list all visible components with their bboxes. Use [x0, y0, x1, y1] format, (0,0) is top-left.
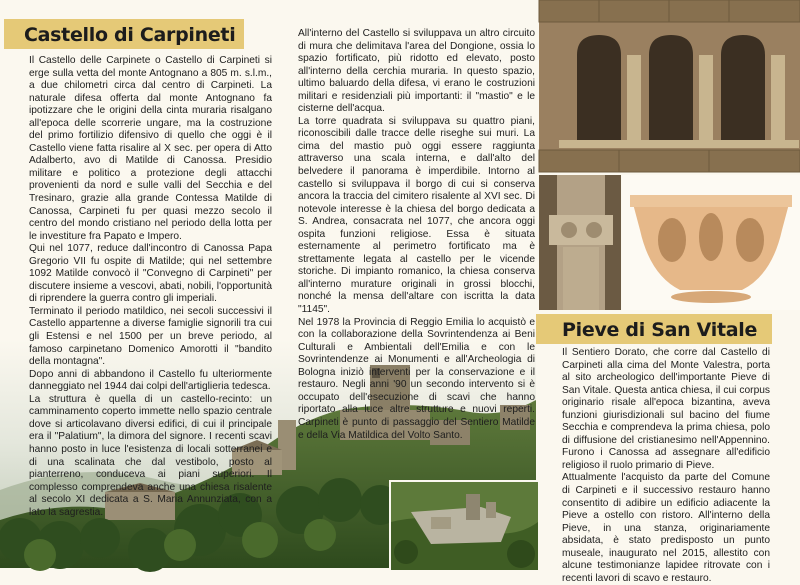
mullioned-windows-photo	[539, 0, 800, 172]
castello-paragraph: Qui nel 1077, reduce dall'incontro di Canossa Papa Gregorio VII fu ospite di Matilde; qui nel settembre 1092 Matilde convocò il "Convegno di Carpineti" per discutere insieme a vescovi, abati, nobili, l'opportunità di riprendere la guerra contro gli imperiali.	[29, 243, 272, 305]
castello-paragraph: La struttura è quella di un castello-recinto: un camminamento coperto immette nello spazio centrale dove si articolavano diversi edifici, di cui il principale era il "Palatium", la dimora del signore. I recenti scavi hanno posto in luce l'esistenza di locali sotterranei e di una scalinata che dal vestibolo, posto al pianterreno, conduceva ai piani superiori. Il complesso comprendeva anche una chiesa risalente al secolo XI dedicata a S. Maria Annunziata, con a lato la sagrestia.	[29, 393, 272, 518]
carved-column-photo	[539, 175, 621, 310]
castello-text-top	[29, 55, 272, 519]
title-castello: Castello di Carpineti	[24, 24, 236, 46]
middle-paragraph: La torre quadrata si sviluppava su quattro piani, riconoscibili dalle tracce delle riseghe sui muri. La cima del mastio può oggi essere raggiunta attraverso una scala interna, e dall'alto del belvedere il panorama è imperdibile. Intorno al castello si sviluppava il borgo di cui si conserva ancora la traccia del cimitero risalente al XVI sec. Di notevole interesse è la chiesa del borgo dedicata a S. Andrea, consacrata nel 1077, che ancora oggi ospita funzioni religiose. Essa è situata esternamente al perimetro fortificato ma è strettamente legata al castello per le vicende storiche. Di impianto romanico, la chiesa conserva all'interno murature originali in grossi blocchi, nonché la mensa dell'altare con iscritta la data "1145".	[298, 115, 535, 316]
title-pieve: Pieve di San Vitale	[562, 319, 758, 341]
carved-capital-photo	[622, 175, 800, 310]
castello-paragraph: Terminato il periodo matildico, nei secoli successivi il Castello appartenne a diverse famiglie signorili tra cui gli Estensi e nel 1500 per un breve periodo, al famoso carpinetano Domenico Amorotti il "bandito della montagna".	[29, 305, 272, 368]
middle-paragraph: Nel 1978 la Provincia di Reggio Emilia lo acquistò e con la collaborazione della Sovrintendenza ai Beni Culturali e Ambientali dell'Emilia e con le Sovrintendenze ai Monumenti e all'Archeologia di Bologna iniziò interventi per la conservazione e il restauro. Negli anni '90 un secondo intervento si è occupato dell'esecuzione di scavi che hanno riportato alla luce altre strutture e nuovi reperti. Carpineti è punto di passaggio del Sentiero Matilde e della Via Matildica del Volto Santo.	[298, 316, 535, 441]
aerial-castle-photo	[389, 480, 538, 570]
title-pieve-bar	[536, 314, 772, 344]
title-castello-bar	[4, 19, 244, 49]
pieve-paragraph: Attualmente l'acquisto da parte del Comune di Carpineti e il successivo restauro hanno consentito di adibire un edificio adiacente la Pieve a ostello con ristoro. All'interno della Pieve, in una stanza, originariamente absidata, è stato predisposto un punto museale, inaugurato nel 2015, allestito con alcune testimonianze lapidee ritrovate con i recenti lavori di scavo e restauro.	[562, 472, 770, 584]
pieve-text	[562, 347, 770, 585]
castello-paragraph: Il Castello delle Carpinete o Castello di Carpineti si erge sulla vetta del monte Antognano a 805 m. s.l.m., a due chilometri circa dal centro di Carpineti. La naturale difesa offerta dal monte Antognano fa ipotizzare che le origini della cinta muraria risalgano all'epoca delle scorrerie ungare, ma la costruzione del primo fortilizio difensivo di quello che oggi è il Castello viene fatta risalire al X sec. per opera di Atto Adalberto, avo di Matilde di Canossa. Presidio militare e politico a protezione degli attacchi provenienti da nord e sulle valli del Secchia e del Tresinaro, grazie alla grande Contessa Matilde di Canossa, Carpineti fu per quasi mezzo secolo il centro del mondo cristiano nel periodo della lotta per le investiture fra Papato e Impero.	[29, 55, 272, 242]
middle-paragraph: All'interno del Castello si sviluppava un altro circuito di mura che delimitava l'area del Dongione, ossia lo spazio fortificato, più ridotto ed elevato, posto all'interno della cerchia muraria. In questo spazio, ultimo baluardo della difesa, vi erano le costruzioni militari e residenziali più importanti: il "mastio" e le cisterne dell'acqua.	[298, 28, 535, 115]
castello-paragraph: Dopo anni di abbandono il Castello fu ulteriormente danneggiato nel 1944 dai colpi dell'artiglieria tedesca.	[29, 368, 272, 393]
pieve-paragraph: Il Sentiero Dorato, che corre dal Castello di Carpineti alla cima del Monte Valestra, porta al sito archeologico dell'importante Pieve di San Vitale. Questa antica chiesa, il cui corpus originario risale all'epoca bizantina, aveva funzioni giurisdizionali sul bacino del fiume Secchia e comprendeva la prima chiesa, polo di diffusione del cristianesimo nell'Appennino. Furono i Canossa ad assegnare all'edificio religioso il ruolo primario di Pieve.	[562, 347, 770, 471]
castello-text-middle	[298, 28, 535, 442]
